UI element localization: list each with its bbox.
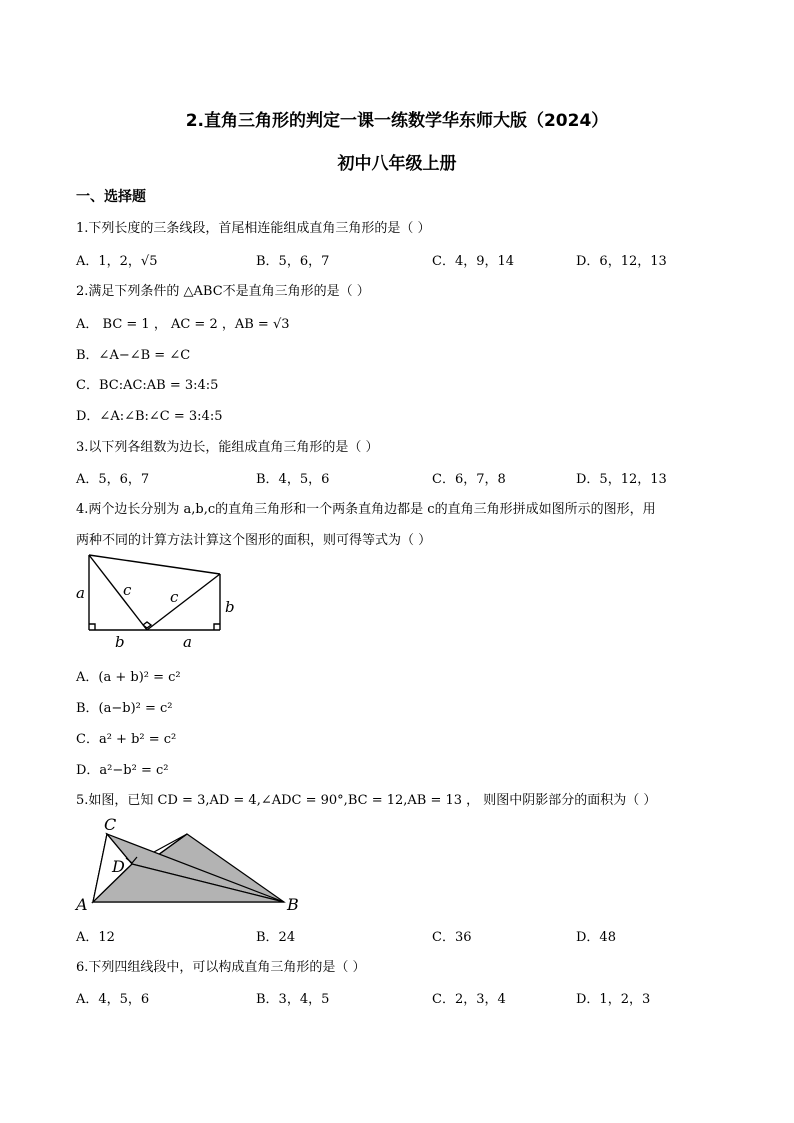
question-2-option-b: B．∠A−∠B = ∠C — [76, 348, 191, 363]
question-3-option-c: C．6，7，8 — [432, 472, 506, 487]
question-4-option-d: D．a²−b² = c² — [76, 763, 169, 778]
right-angle-mark-right — [214, 624, 220, 630]
question-3-stem: 3.以下列各组数为边长，能组成直角三角形的是（ ） — [76, 440, 379, 455]
question-4-stem-line-2: 两种不同的计算方法计算这个图形的面积，则可得等式为（ ） — [76, 533, 432, 548]
question-6-option-d: D．1，2，3 — [576, 992, 651, 1007]
question-5-figure — [72, 810, 312, 920]
top-edge — [89, 555, 220, 574]
question-5-option-b: B．24 — [256, 930, 296, 945]
question-2-option-a: A． BC = 1 ， AC = 2 ，AB = √3 — [76, 317, 290, 332]
left-hypotenuse-c — [89, 555, 147, 630]
label-b-bottom: b — [115, 633, 125, 651]
label-a-bottom: a — [183, 633, 192, 651]
question-4-option-b: B．(a−b)² = c² — [76, 701, 173, 716]
question-6-option-a: A．4，5，6 — [76, 992, 150, 1007]
label-b-right: b — [225, 598, 235, 616]
question-4-stem-line-1: 4.两个边长分别为 a,b,c的直角三角形和一个两条直角边都是 c的直角三角形拼成如图所示的图形，用 — [76, 502, 656, 517]
question-2-option-c: C．BC:AC:AB = 3:4:5 — [76, 378, 219, 393]
question-3-option-d: D．5，12，13 — [576, 472, 667, 487]
question-5-option-c: C．36 — [432, 930, 472, 945]
question-3-option-a: A．5，6，7 — [76, 472, 150, 487]
question-4-figure — [70, 550, 250, 655]
page-title: 2.直角三角形的判定一课一练数学华东师大版（2024） — [185, 111, 609, 131]
label-a-left: a — [76, 584, 85, 602]
question-3-option-b: B．4，5，6 — [256, 472, 330, 487]
question-1-option-b: B．5，6，7 — [256, 254, 330, 269]
question-1-stem: 1.下列长度的三条线段，首尾相连能组成直角三角形的是（ ） — [76, 221, 431, 236]
question-6-option-b: B．3，4，5 — [256, 992, 330, 1007]
page-subtitle: 初中八年级上册 — [337, 154, 457, 174]
label-c-right: c — [170, 588, 179, 606]
question-5-stem: 5.如图，已知 CD = 3,AD = 4,∠ADC = 90°,BC = 12,AB = 13 ， 则图中阴影部分的面积为（ ） — [76, 793, 657, 808]
label-c: C — [104, 815, 117, 834]
question-4-option-a: A．(a + b)² = c² — [76, 670, 181, 685]
label-b: B — [287, 895, 299, 914]
question-5-option-a: A．12 — [76, 930, 115, 945]
question-1-option-c: C．4，9，14 — [432, 254, 515, 269]
question-5-option-d: D．48 — [576, 930, 616, 945]
right-hypotenuse-c — [147, 574, 220, 630]
right-angle-mark-left — [89, 624, 95, 630]
question-1-option-d: D．6，12，13 — [576, 254, 667, 269]
label-c-left: c — [123, 581, 132, 599]
section-heading: 一、选择题 — [76, 189, 146, 205]
question-2-stem: 2.满足下列条件的 △ABC不是直角三角形的是（ ） — [76, 284, 370, 299]
question-6-option-c: C．2，3，4 — [432, 992, 506, 1007]
label-d: D — [112, 857, 125, 876]
label-a: A — [76, 895, 88, 914]
question-6-stem: 6.下列四组线段中，可以构成直角三角形的是（ ） — [76, 960, 366, 975]
question-1-option-a: A．1，2，√5 — [76, 254, 158, 269]
question-4-option-c: C．a² + b² = c² — [76, 732, 177, 747]
question-2-option-d: D．∠A:∠B:∠C = 3:4:5 — [76, 409, 223, 424]
